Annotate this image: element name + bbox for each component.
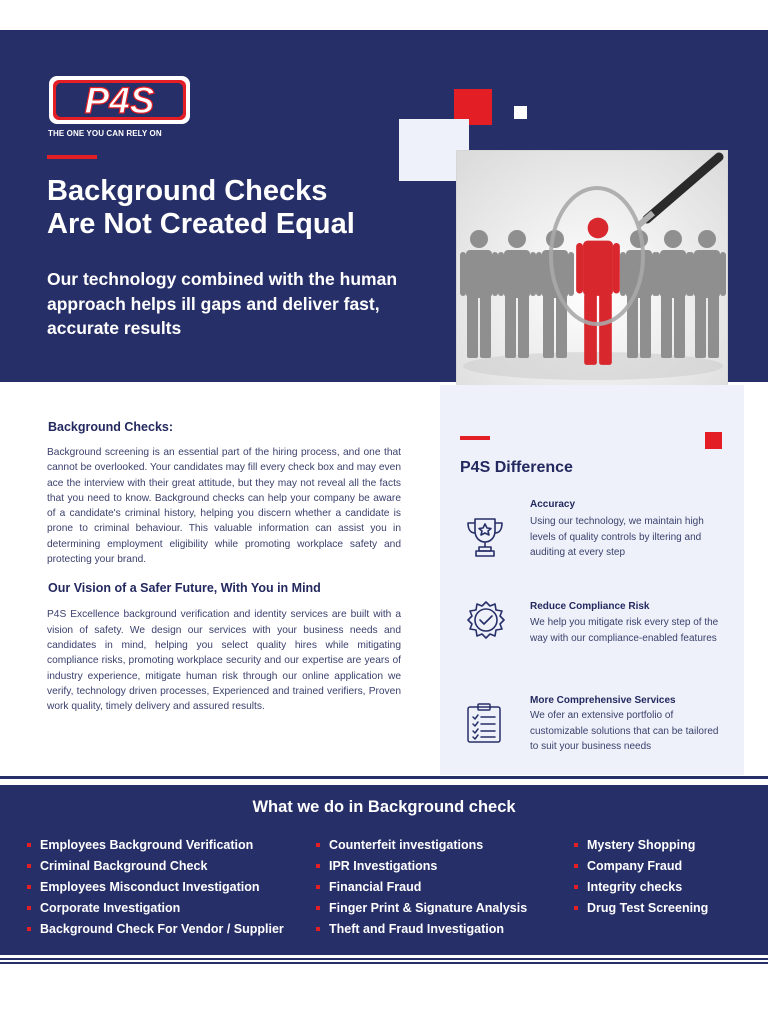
list-item: Theft and Fraud Investigation bbox=[316, 921, 527, 942]
left-column bbox=[47, 420, 401, 714]
list-item: Finger Print & Signature Analysis bbox=[316, 900, 527, 921]
list-item: Mystery Shopping bbox=[574, 837, 708, 858]
list-item: Financial Fraud bbox=[316, 879, 527, 900]
p4s-logo bbox=[47, 74, 192, 126]
list-item: Integrity checks bbox=[574, 879, 708, 900]
vision-title: Our Vision of a Safer Future, With You in Mind bbox=[48, 581, 321, 596]
list-item: Criminal Background Check bbox=[27, 858, 284, 879]
services-list-1 bbox=[27, 837, 284, 942]
list-item: Employees Background Verification bbox=[27, 837, 284, 858]
trophy-icon bbox=[464, 516, 506, 560]
difference-accent-bar bbox=[460, 436, 490, 440]
brand-tagline: THE ONE YOU CAN RELY ON bbox=[48, 129, 162, 138]
services-list-2 bbox=[316, 837, 527, 942]
headline-line-1: Background Checks bbox=[47, 175, 328, 207]
decor-small-white-square bbox=[514, 106, 527, 119]
magnifier-crowd-image bbox=[456, 150, 728, 400]
list-item: Background Check For Vendor / Supplier bbox=[27, 921, 284, 942]
feature-accuracy-title: Accuracy bbox=[530, 499, 576, 510]
difference-title: P4S Difference bbox=[460, 459, 573, 476]
headline-line-2: Are Not Created Equal bbox=[47, 208, 355, 240]
clipboard-checklist-icon bbox=[466, 702, 502, 744]
svg-text:P4S: P4S bbox=[84, 80, 155, 121]
background-checks-title: Background Checks: bbox=[48, 420, 174, 434]
divider-top-line bbox=[0, 776, 768, 779]
feature-services-title: More Comprehensive Services bbox=[530, 695, 676, 706]
decor-red-square-small bbox=[705, 432, 722, 449]
background-checks-body: Background screening is an essential part of the hiring process, and one that cannot be overlooked. Your candidates may fill every check box and may even ace the interview with their great attitude, but they may not reveal all the facts that you need to know. Background checks can help your company be aware of a candidate's criminal history, helping you discern whether a candidate is prone to criminal behaviour. This valuable information can assist you in determining employment eligibility while promoting workplace safety and protecting your brand. bbox=[47, 447, 401, 566]
list-item: Company Fraud bbox=[574, 858, 708, 879]
page-headline bbox=[47, 175, 355, 241]
divider-bottom-line-1 bbox=[0, 958, 768, 960]
feature-services-text: We ofer an extensive portfolio of customizable solutions that can be tailored to suit your business needs bbox=[530, 710, 719, 752]
list-item: Counterfeit investigations bbox=[316, 837, 527, 858]
list-item: Drug Test Screening bbox=[574, 900, 708, 921]
feature-compliance-text: We help you mitigate risk every step of the way with our compliance-enabled features bbox=[530, 617, 719, 644]
services-list-3 bbox=[574, 837, 708, 921]
badge-check-icon bbox=[466, 600, 506, 640]
feature-compliance-title: Reduce Compliance Risk bbox=[530, 601, 650, 612]
hero-subheadline: Our technology combined with the human approach helps ill gaps and deliver fast, accurate results bbox=[47, 269, 398, 338]
services-title: What we do in Background check bbox=[252, 798, 516, 816]
vision-body: P4S Excellence background verification and identity services are built with a vision of safety. We design our services with your business needs and candidates in mind, helping you select quality hires while mitigating compliance risks, promoting workplace security and our expertise are years of industry experience, mitigate human risk through our online application we verify, technology driven processes, Experienced and trained verifiers, Proven work quality, timely delivery and assured results. bbox=[47, 609, 401, 713]
divider-bottom-line-2 bbox=[0, 962, 768, 964]
list-item: IPR Investigations bbox=[316, 858, 527, 879]
accent-bar bbox=[47, 155, 97, 159]
list-item: Employees Misconduct Investigation bbox=[27, 879, 284, 900]
list-item: Corporate Investigation bbox=[27, 900, 284, 921]
feature-accuracy-text: Using our technology, we maintain high levels of quality controls by iltering and auditing at every step bbox=[530, 516, 704, 558]
